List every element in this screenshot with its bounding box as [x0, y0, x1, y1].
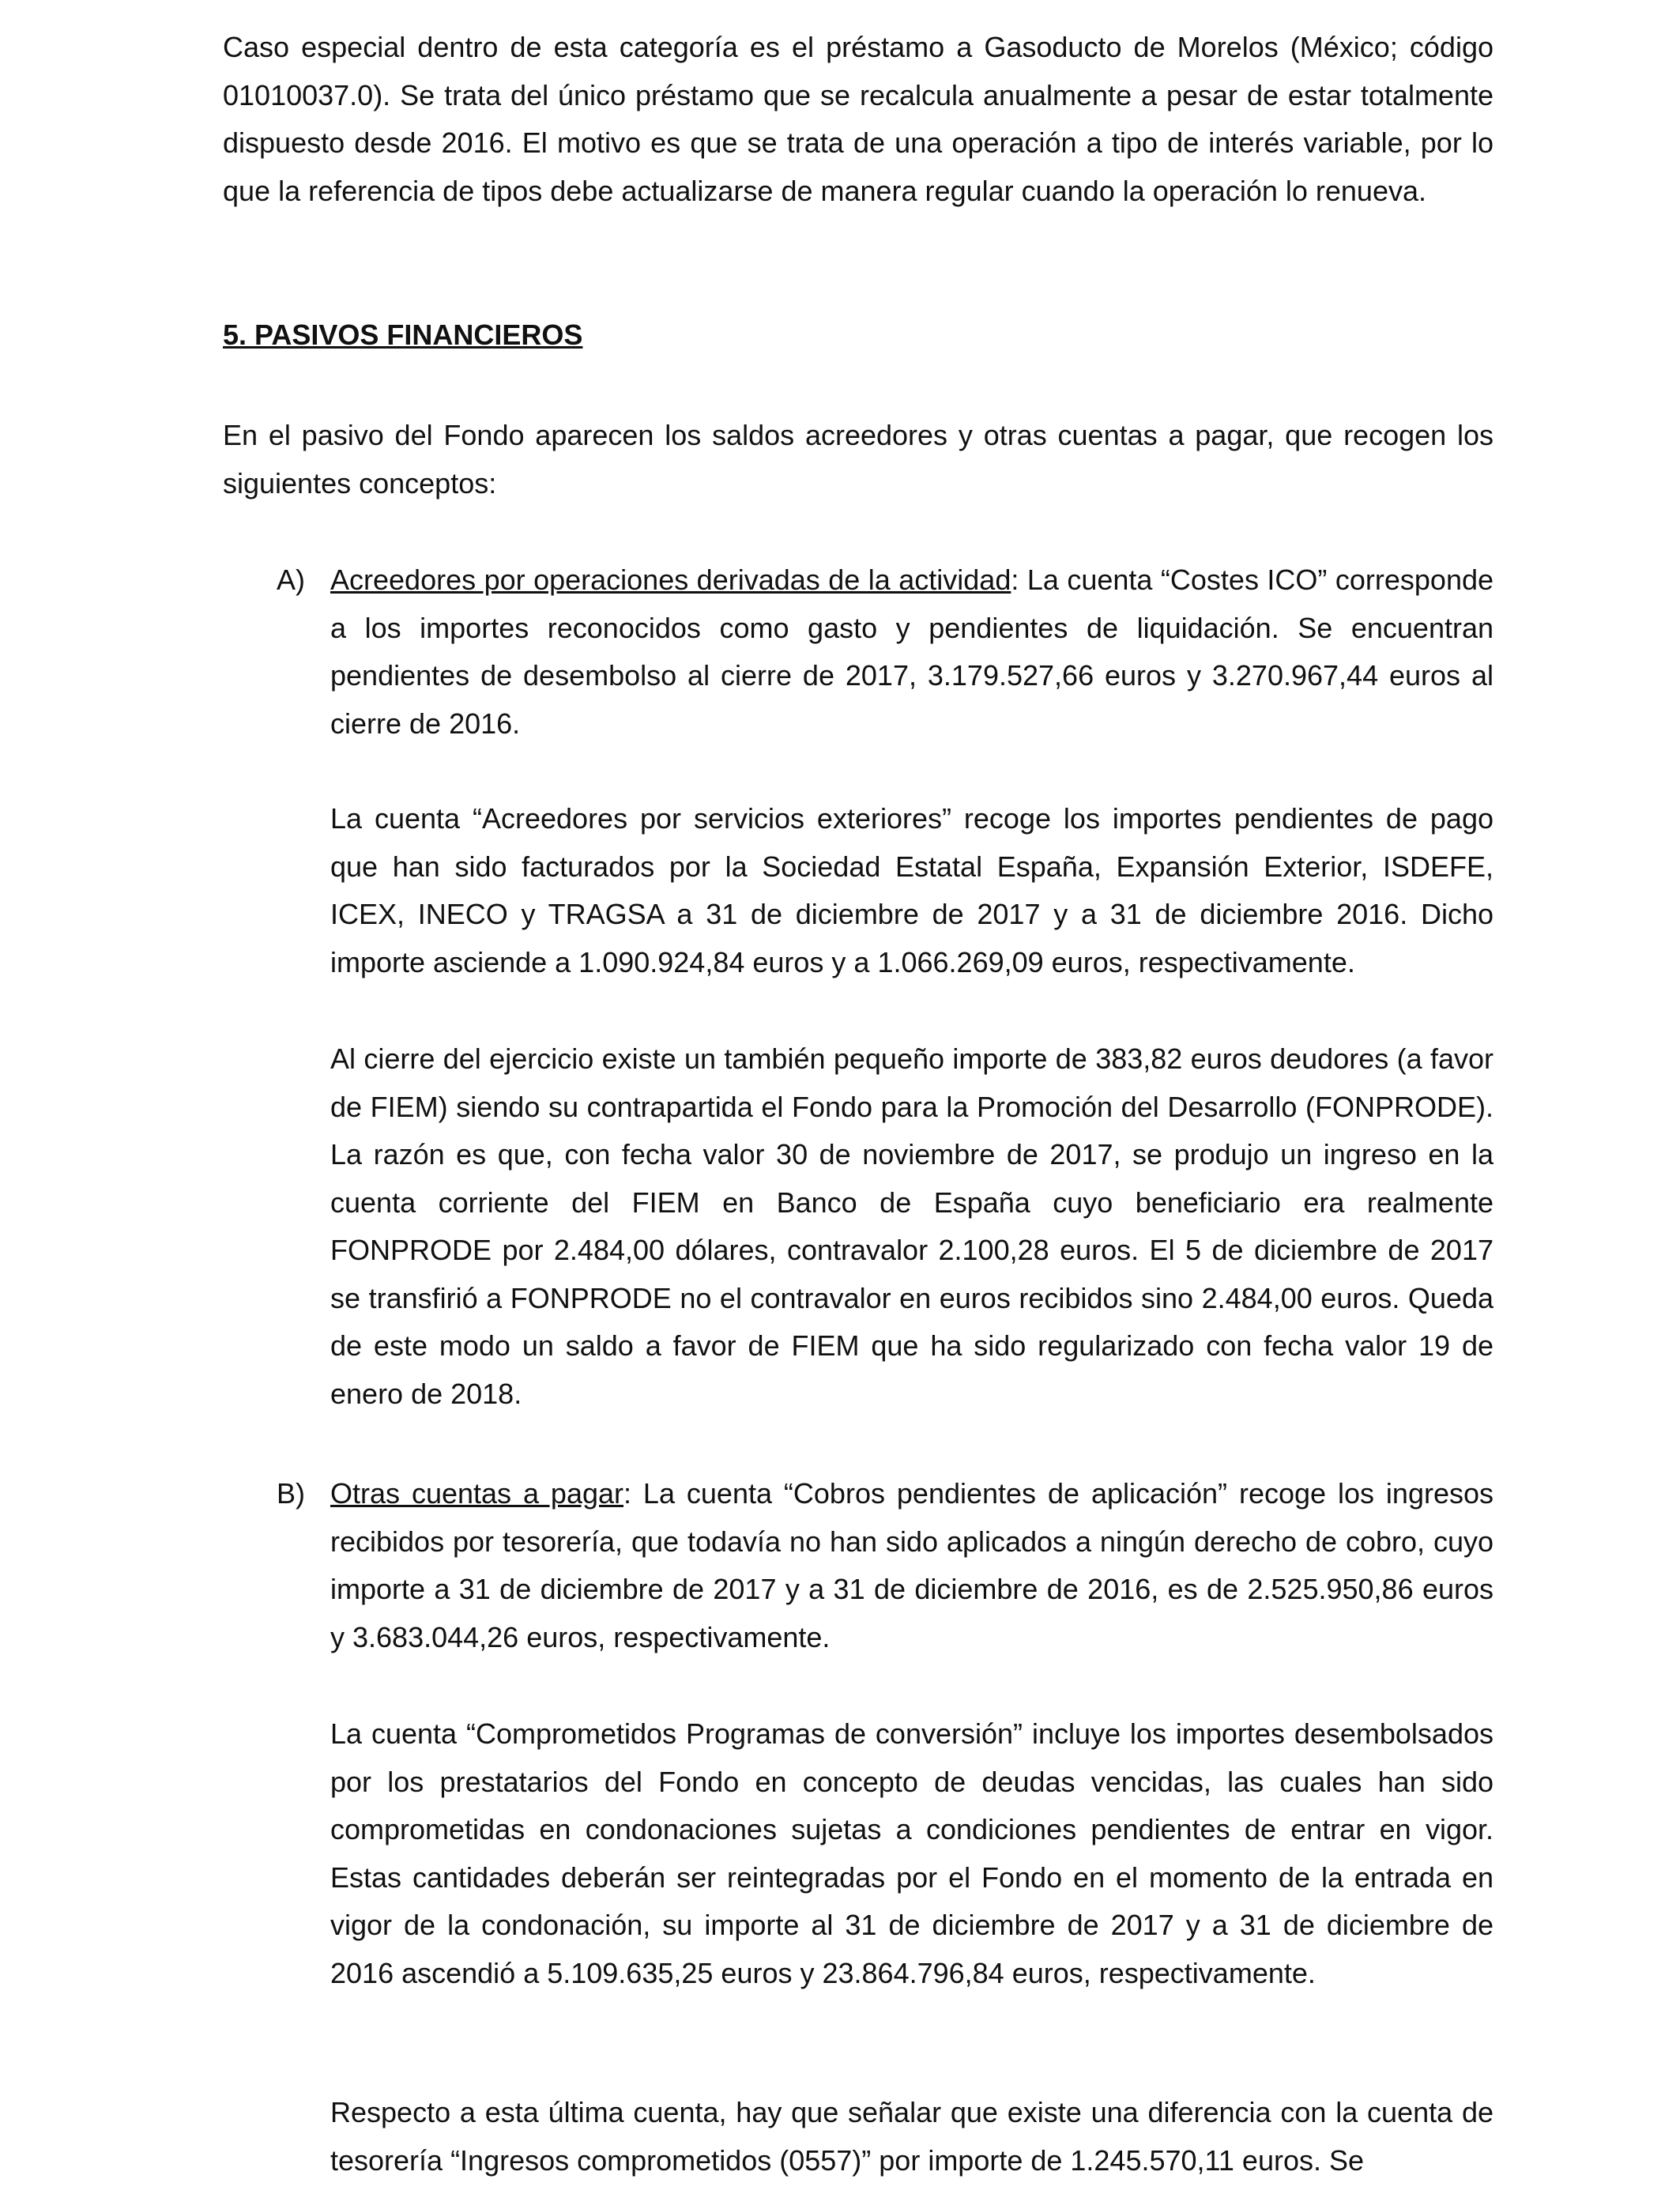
lead-paragraph: En el pasivo del Fondo aparecen los saldos acreedores y otras cuentas a pagar, que recogen los siguientes conceptos:: [223, 419, 1494, 499]
list-marker-a: A): [277, 564, 305, 596]
list-marker-b: B): [277, 1477, 305, 1510]
section-heading: 5. PASIVOS FINANCIEROS: [223, 319, 583, 351]
item-a-paragraph-3: Al cierre del ejercicio existe un también pequeño importe de 383,82 euros deudores (a favor de FIEM) siendo su contrapartida el Fondo para la Promoción del Desarrollo (FONPRODE). La razón es que, con fecha valor 30 de noviembre de 2017, se produjo un ingreso en la cuenta corriente del FIEM en Banco de España cuyo beneficiario era realmente FONPRODE por 2.484,00 dólares, contravalor 2.100,28 euros. El 5 de diciembre de 2017 se transfirió a FONPRODE no el contravalor en euros recibidos sino 2.484,00 euros. Queda de este modo un saldo a favor de FIEM que ha sido regularizado con fecha valor 19 de enero de 2018.: [330, 1042, 1494, 1410]
item-a-paragraph-2: La cuenta “Acreedores por servicios exteriores” recoge los importes pendientes de pago que han sido facturados por la Sociedad Estatal España, Expansión Exterior, ISDEFE, ICEX, INECO y TRAGSA a 31 de diciembre de 2017 y a 31 de diciembre 2016. Dicho importe asciende a 1.090.924,84 euros y a 1.066.269,09 euros, respectivamente.: [330, 802, 1494, 978]
item-b-title: Otras cuentas a pagar: [330, 1477, 623, 1510]
item-b-paragraph-3: Respecto a esta última cuenta, hay que señalar que existe una diferencia con la cuenta de tesorería “Ingresos comprometidos (0557)” por importe de 1.245.570,11 euros. Se: [330, 2096, 1494, 2177]
item-b-paragraph-1: [330, 1470, 1494, 1661]
item-a-text: : La cuenta “Costes ICO” corresponde a los importes reconocidos como gasto y pendientes de liquidación. Se encuentran pendientes de desembolso al cierre de 2017, 3.179.527,66 euros y 3.270.967,44 euros al cierre de 2016.: [330, 564, 1494, 740]
intro-paragraph: Caso especial dentro de esta categoría es el préstamo a Gasoducto de Morelos (México; código 01010037.0). Se trata del único préstamo que se recalcula anualmente a pesar de estar totalmente dispuesto desde 2016. El motivo es que se trata de una operación a tipo de interés variable, por lo que la referencia de tipos debe actualizarse de manera regular cuando la operación lo renueva.: [223, 31, 1494, 207]
item-b-paragraph-2: La cuenta “Comprometidos Programas de conversión” incluye los importes desembolsados por los prestatarios del Fondo en concepto de deudas vencidas, las cuales han sido comprometidas en condonaciones sujetas a condiciones pendientes de entrar en vigor. Estas cantidades deberán ser reintegradas por el Fondo en el momento de la entrada en vigor de la condonación, su importe al 31 de diciembre de 2017 y a 31 de diciembre de 2016 ascendió a 5.109.635,25 euros y 23.864.796,84 euros, respectivamente.: [330, 1717, 1494, 1989]
item-a-title: Acreedores por operaciones derivadas de la actividad: [330, 564, 1011, 596]
item-a-paragraph-1: [330, 556, 1494, 748]
item-b-text: : La cuenta “Cobros pendientes de aplicación” recoge los ingresos recibidos por tesorería, que todavía no han sido aplicados a ningún derecho de cobro, cuyo importe a 31 de diciembre de 2017 y a 31 de diciembre de 2016, es de 2.525.950,86 euros y 3.683.044,26 euros, respectivamente.: [330, 1477, 1494, 1653]
